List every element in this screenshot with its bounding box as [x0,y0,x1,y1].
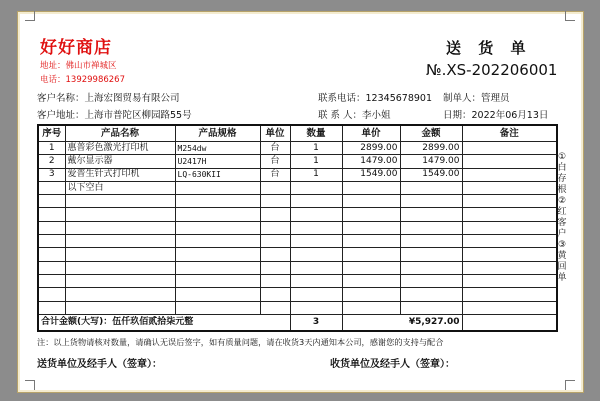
table-cell [290,301,342,314]
table-cell [290,181,342,194]
copy-distribution-note: ①白存根②红客户③黄回单 [557,152,567,283]
table-cell: M254dw [175,142,260,155]
col-header: 单位 [260,125,290,142]
maker-name: 管理员 [481,93,510,104]
table-cell [260,235,290,248]
table-row [38,301,557,314]
table-cell [65,274,175,287]
table-cell [400,181,462,194]
customer-phone-label: 联系电话： [318,93,366,104]
table-cell [65,235,175,248]
table-row [38,195,557,208]
table-cell [175,261,260,274]
table-cell [38,221,65,234]
table-cell [175,208,260,221]
table-cell [342,221,400,234]
table-cell: 台 [260,168,290,181]
shop-name: 好好商店 [40,38,112,58]
col-header: 备注 [462,125,557,142]
table-cell [175,288,260,301]
table-cell [342,261,400,274]
goods-table [37,124,558,332]
col-header: 单价 [342,125,400,142]
table-cell [38,248,65,261]
table-cell [65,301,175,314]
table-cell: 2 [38,155,65,168]
table-cell [400,195,462,208]
customer-name: 上海宏图贸易有限公司 [84,93,180,104]
footer-note: 注：以上货物请核对数量，请确认无误后签字，如有质量问题，请在收货3天内通知本公司，感谢您的支持与配合 [37,337,444,347]
table-cell [290,288,342,301]
table-cell [175,248,260,261]
date-row [443,107,548,121]
table-cell: 1 [290,155,342,168]
table-cell [290,208,342,221]
total-quantity: 3 [290,315,342,332]
table-cell [38,195,65,208]
sender-signature-label: 送货单位及经手人（签章）： [37,359,162,370]
table-cell [400,221,462,234]
table-cell: 1479.00 [342,155,400,168]
table-cell [342,208,400,221]
table-cell: 2899.00 [342,142,400,155]
maker-row [443,90,510,104]
table-cell [38,181,65,194]
total-row [38,315,557,332]
table-cell [462,195,557,208]
table-cell [400,274,462,287]
table-row [38,221,557,234]
table-cell: 戴尔显示器 [65,155,175,168]
table-cell [462,235,557,248]
table-cell [260,248,290,261]
customer-phone-row [318,90,432,104]
document-title: 送 货 单 [446,39,532,57]
table-cell [175,181,260,194]
table-row [38,288,557,301]
table-cell [290,248,342,261]
table-row [38,168,557,181]
table-cell: LQ-630KII [175,168,260,181]
table-cell [260,274,290,287]
table-row [38,142,557,155]
table-cell: 1549.00 [400,168,462,181]
table-cell [462,221,557,234]
maker-label: 制单人： [443,93,482,104]
table-cell: 以下空白 [65,181,175,194]
table-cell [462,248,557,261]
table-cell [38,261,65,274]
table-cell [38,288,65,301]
receiver-signature-label: 收货单位及经手人（签章）： [330,359,455,370]
table-cell [290,235,342,248]
table-cell [65,221,175,234]
customer-name-label: 客户名称： [37,93,85,104]
table-cell [342,235,400,248]
table-cell [38,274,65,287]
table-cell: 1479.00 [400,155,462,168]
table-cell: 1 [38,142,65,155]
table-row [38,155,557,168]
date-label: 日期： [443,110,472,121]
total-amount: ¥5,927.00 [342,315,462,332]
table-cell [38,301,65,314]
table-cell [65,261,175,274]
table-cell [400,248,462,261]
col-header: 序号 [38,125,65,142]
table-row [38,208,557,221]
table-cell [175,221,260,234]
table-cell [290,274,342,287]
table-cell [342,274,400,287]
date-value: 2022年06月13日 [471,110,549,121]
table-cell [400,208,462,221]
table-cell [400,288,462,301]
table-cell [65,288,175,301]
table-cell: 台 [260,142,290,155]
table-cell [342,301,400,314]
contact-row [318,107,391,121]
table-cell [290,195,342,208]
col-header: 产品规格 [175,125,260,142]
table-row [38,248,557,261]
table-cell [260,301,290,314]
table-row [38,274,557,287]
table-cell [38,235,65,248]
table-cell [462,288,557,301]
table-cell: 1549.00 [342,168,400,181]
table-cell [342,288,400,301]
customer-phone: 12345678901 [365,93,433,104]
table-cell: 台 [260,155,290,168]
shop-phone: 电话：13929986267 [40,75,125,85]
table-cell [260,181,290,194]
shop-address: 地址：佛山市禅城区 [40,61,117,71]
table-cell [38,208,65,221]
table-cell: 1 [290,168,342,181]
customer-address-label: 客户地址： [37,110,85,121]
table-cell [260,221,290,234]
table-cell [342,248,400,261]
contact-name: 李小姐 [362,110,391,121]
table-cell [290,261,342,274]
table-cell [400,261,462,274]
table-cell [462,168,557,181]
col-header: 金额 [400,125,462,142]
table-cell: 3 [38,168,65,181]
table-cell [175,301,260,314]
table-header-row [38,125,557,142]
table-cell: 2899.00 [400,142,462,155]
table-cell [400,235,462,248]
table-cell [260,208,290,221]
table-cell [290,221,342,234]
table-cell [462,274,557,287]
table-cell: 爱普生针式打印机 [65,168,175,181]
table-cell [462,208,557,221]
table-cell [65,195,175,208]
total-remark [462,315,557,332]
customer-name-row [37,90,180,104]
table-cell [462,142,557,155]
col-header: 产品名称 [65,125,175,142]
col-header: 数量 [290,125,342,142]
table-cell [260,288,290,301]
document-number: №.XS-202206001 [426,61,558,79]
customer-address: 上海市普陀区柳园路55号 [84,110,192,121]
table-cell [175,274,260,287]
table-cell [462,155,557,168]
table-cell [260,261,290,274]
table-cell [175,235,260,248]
table-cell [65,208,175,221]
table-cell: U2417H [175,155,260,168]
table-cell [65,248,175,261]
table-cell [462,181,557,194]
total-amount-words: 合计金额(大写)：伍仟玖佰贰拾柒元整 [38,315,290,332]
table-cell [400,301,462,314]
table-row [38,181,557,194]
table-cell: 1 [290,142,342,155]
table-row [38,235,557,248]
table-cell [260,195,290,208]
table-cell [342,195,400,208]
contact-label: 联 系 人： [318,110,363,121]
table-cell [175,195,260,208]
table-cell [342,181,400,194]
table-cell [462,301,557,314]
table-row [38,261,557,274]
table-cell: 惠普彩色激光打印机 [65,142,175,155]
table-cell [462,261,557,274]
customer-address-row [37,107,192,121]
